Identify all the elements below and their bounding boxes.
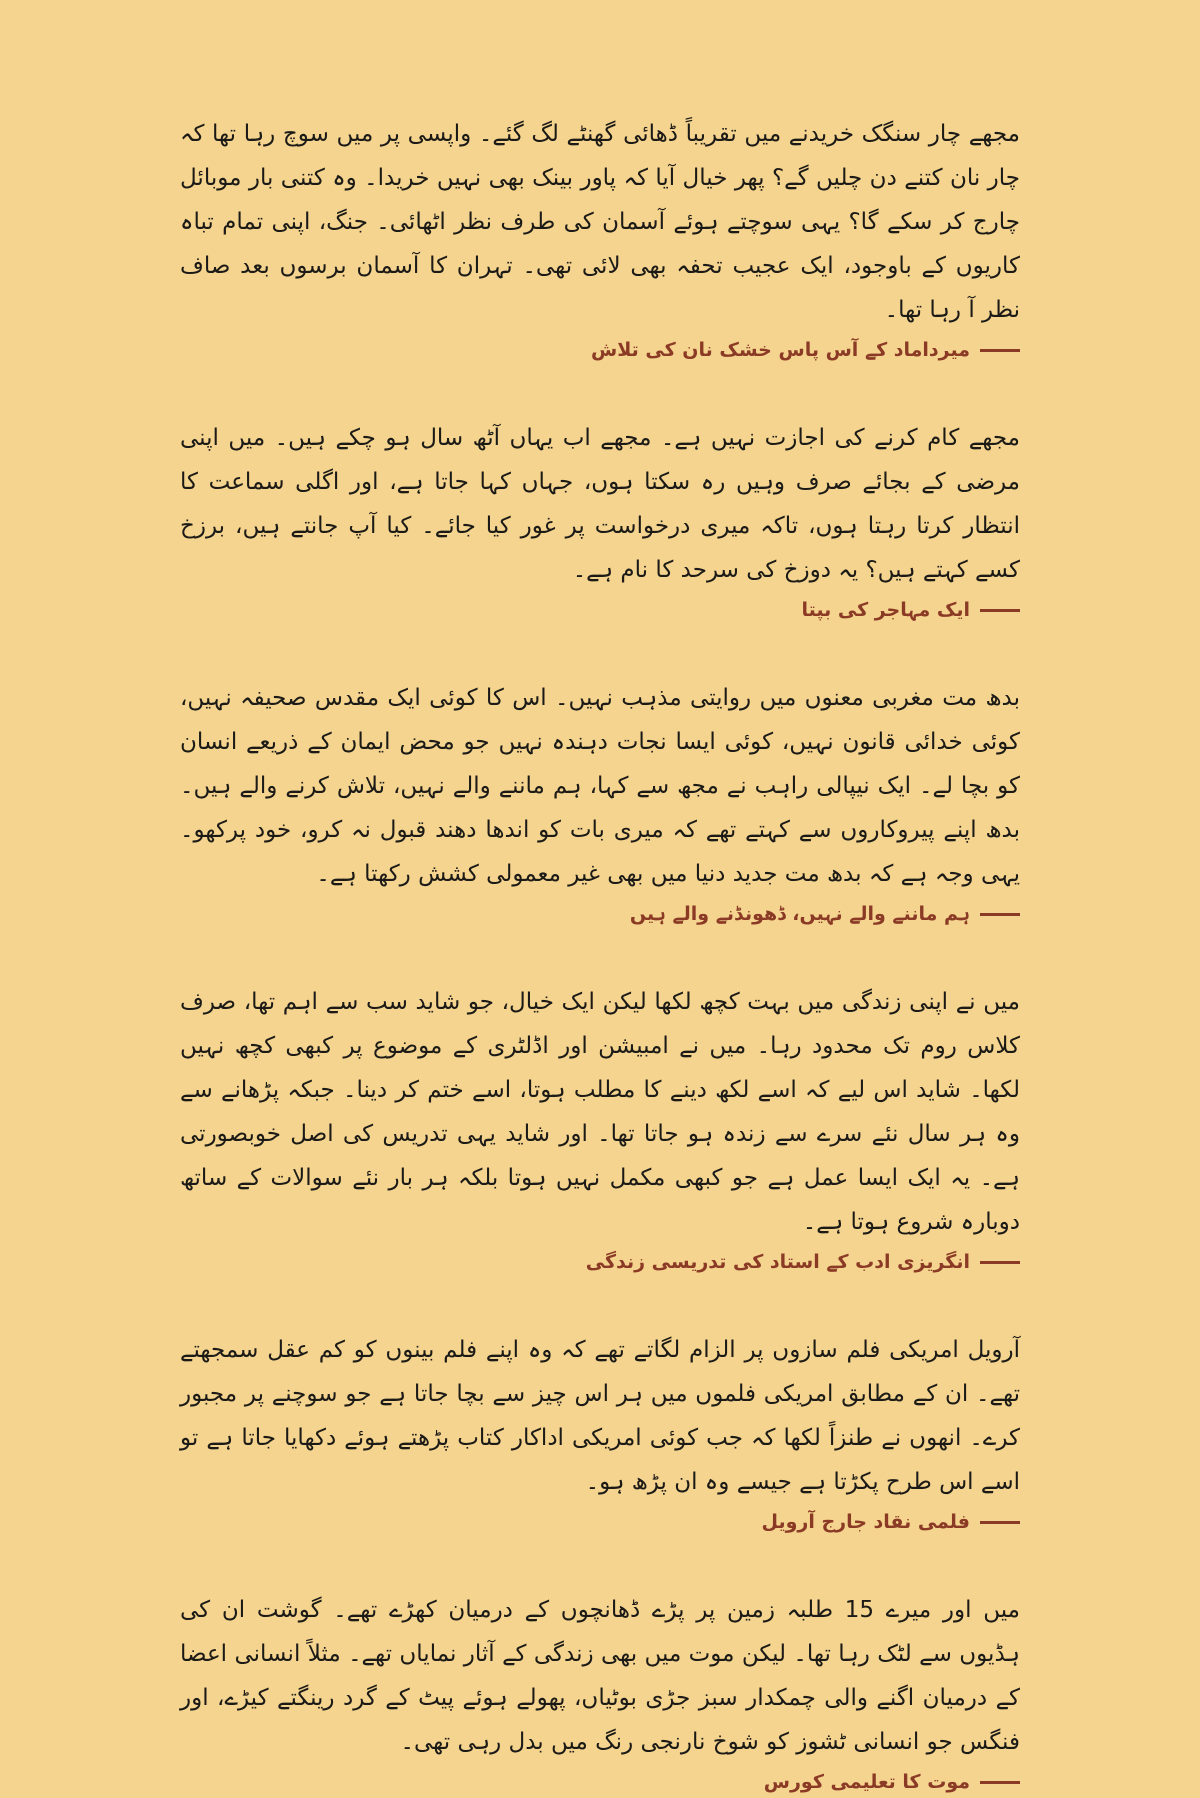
excerpt-source-title: فلمی نقاد جارج آرویل [761, 1511, 970, 1533]
excerpt-source-title: موت کا تعلیمی کورس [763, 1771, 970, 1793]
excerpt-source-title: میرداماد کے آس پاس خشک نان کی تلاش [591, 339, 970, 361]
excerpt-source-title: انگریزی ادب کے استاد کی تدریسی زندگی [585, 1251, 970, 1273]
excerpt-source-title: ایک مہاجر کی بپتا [801, 599, 970, 621]
excerpt-text: مجھے چار سنگک خریدنے میں تقریباً ڈھائی گھنٹے لگ گئے۔ واپسی پر میں سوچ رہا تھا کہ چار نان کتنے دن چلیں گے؟ پھر خیال آیا کہ پاور بینک بھی نہیں خریدا۔ وہ کتنی بار موبائل چارج کر سکے گا؟ یہی سوچتے ہوئے آسمان کی طرف نظر اٹھائی۔ جنگ، اپنی تمام تباہ کاریوں کے باوجود، ایک عجیب تحفہ بھی لائی تھی۔ تہران کا آسمان برسوں بعد صاف نظر آ رہا تھا۔ [180, 121, 1020, 323]
excerpt-5 [180, 1328, 1020, 1538]
excerpt-2 [180, 416, 1020, 626]
source-dash [980, 1781, 1020, 1784]
excerpt-text: بدھ مت مغربی معنوں میں روایتی مذہب نہیں۔ اس کا کوئی ایک مقدس صحیفہ نہیں، کوئی خدائی قانون نہیں، کوئی ایسا نجات دہندہ نہیں جو محض ایمان کے ذریعے انسان کو بچا لے۔ ایک نیپالی راہب نے مجھ سے کہا، ہم ماننے والے نہیں، تلاش کرنے والے ہیں۔ بدھ اپنے پیروکاروں سے کہتے تھے کہ میری بات کو اندھا دھند قبول نہ کرو، خود پرکھو۔ یہی وجہ ہے کہ بدھ مت جدید دنیا میں بھی غیر معمولی کشش رکھتا ہے۔ [180, 685, 1020, 887]
excerpt-source-title: ہم ماننے والے نہیں، ڈھونڈنے والے ہیں [629, 903, 970, 925]
source-dash [980, 349, 1020, 352]
excerpt-text: میں نے اپنی زندگی میں بہت کچھ لکھا لیکن ایک خیال، جو شاید سب سے اہم تھا، صرف کلاس روم تک محدود رہا۔ میں نے امبیشن اور اڈلٹری کے موضوع پر کبھی کچھ نہیں لکھا۔ شاید اس لیے کہ اسے لکھ دینے کا مطلب ہوتا، اسے ختم کر دینا۔ جبکہ پڑھانے سے وہ ہر سال نئے سرے سے زندہ ہو جاتا تھا۔ اور شاید یہی تدریس کی اصل خوبصورتی ہے۔ یہ ایک ایسا عمل ہے جو کبھی مکمل نہیں ہوتا بلکہ ہر بار نئے سوالات کے ساتھ دوبارہ شروع ہوتا ہے۔ [180, 989, 1021, 1235]
excerpt-source [180, 594, 1020, 626]
source-dash [980, 609, 1020, 612]
excerpt-text: میں اور میرے 15 طلبہ زمین پر پڑے ڈھانچوں کے درمیان کھڑے تھے۔ گوشت ان کی ہڈیوں سے لٹک رہا تھا۔ لیکن موت میں بھی زندگی کے آثار نمایاں تھے۔ مثلاً انسانی اعضا کے درمیان اگنے والی چمکدار سبز جڑی بوٹیاں، پھولے ہوئے پیٹ کے گرد رینگتے کیڑے، اور فنگس جو انسانی ٹشوز کو شوخ نارنجی رنگ میں بدل رہی تھی۔ [180, 1597, 1021, 1755]
excerpt-1 [180, 112, 1020, 366]
source-dash [980, 913, 1020, 916]
excerpt-3 [180, 676, 1020, 930]
excerpt-source [180, 1246, 1020, 1278]
excerpt-6 [180, 1588, 1020, 1798]
excerpt-text: آرویل امریکی فلم سازوں پر الزام لگاتے تھے کہ وہ اپنے فلم بینوں کو کم عقل سمجھتے تھے۔ ان کے مطابق امریکی فلموں میں ہر اس چیز سے بچا جاتا ہے جو سوچنے پر مجبور کرے۔ انھوں نے طنزاً لکھا کہ جب کوئی امریکی اداکار کتاب پڑھتے ہوئے دکھایا جاتا ہے تو اسے اس طرح پکڑتا ہے جیسے وہ ان پڑھ ہو۔ [180, 1337, 1020, 1495]
excerpt-4 [180, 980, 1020, 1278]
excerpt-source [180, 1766, 1020, 1798]
excerpt-source [180, 1506, 1020, 1538]
excerpt-source [180, 898, 1020, 930]
source-dash [980, 1261, 1020, 1264]
excerpt-text: مجھے کام کرنے کی اجازت نہیں ہے۔ مجھے اب یہاں آٹھ سال ہو چکے ہیں۔ میں اپنی مرضی کے بجائے صرف وہیں رہ سکتا ہوں، جہاں کہا جاتا ہے، اور اگلی سماعت کا انتظار کرتا رہتا ہوں، تاکہ میری درخواست پر غور کیا جائے۔ کیا آپ جانتے ہیں، برزخ کسے کہتے ہیں؟ یہ دوزخ کی سرحد کا نام ہے۔ [180, 425, 1020, 583]
source-dash [980, 1521, 1020, 1524]
excerpt-source [180, 334, 1020, 366]
